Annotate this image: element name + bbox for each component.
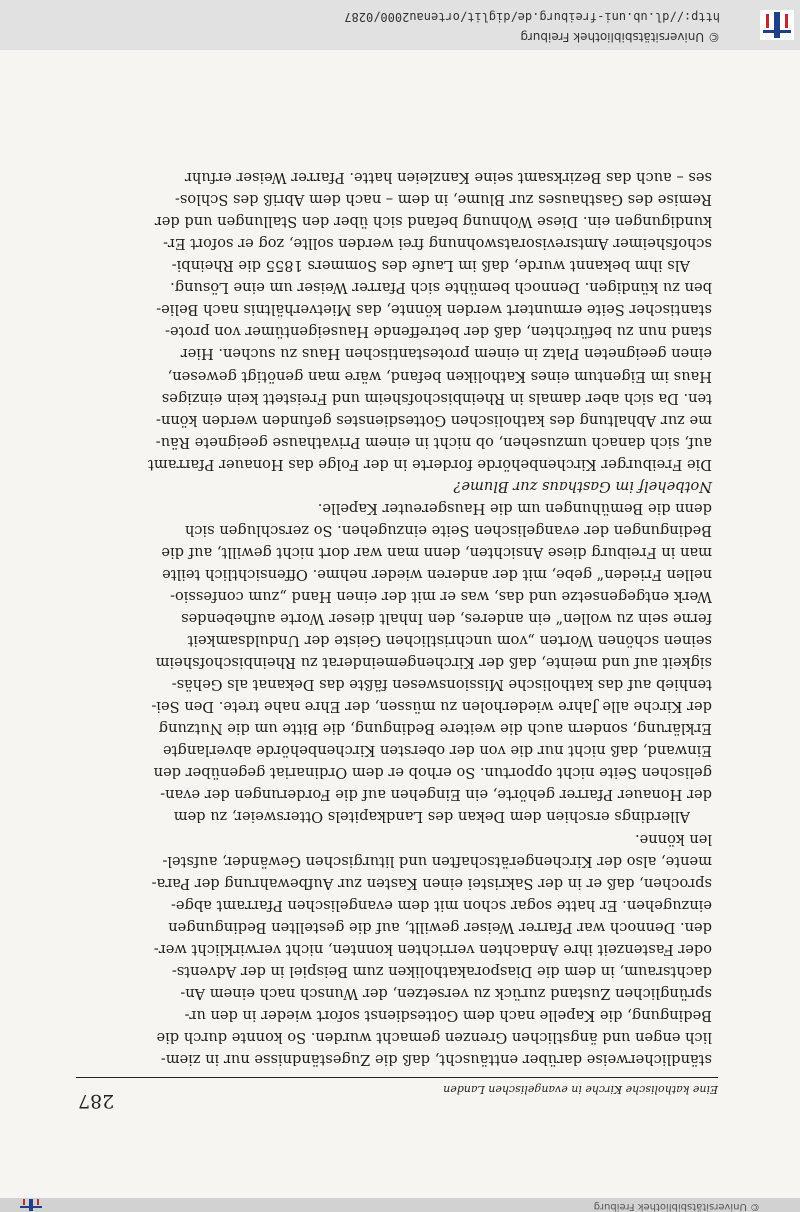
text-line: ferne sein zu wollen“ ein anderes, den Inhalt dieser Worte aufhebendes [181,610,712,628]
library-logo-icon [20,1199,42,1211]
text-line: Bedingung, die Kapelle nach dem Gottesdienst sofort wieder in den ur- [184,1006,712,1024]
page-number: 287 [78,1090,115,1112]
running-head: Eine katholische Kirche in evangelischen Landen [443,1083,718,1096]
text-line: Als ihm bekannt wurde, daß im Laufe des Sommers 1855 die Rheinbi- [171,257,690,275]
text-line: der Kirche alle Jahre wiederholen zu müssen, der Ehre nahe trete. Den Sei- [151,698,712,716]
text-line: ses – auch das Bezirksamt seine Kanzleien hatte. Pfarrer Weiser erfuhr [184,169,712,187]
text-line: schofsheimer Amtsrevisoratswohnung frei werden sollte, zog er sofort Er- [163,235,712,253]
text-line: tenhieb auf das katholische Missionswesen fäßte das Dekanat als Gehäs- [171,676,712,694]
text-line: dachtsraum, in dem die Diasporakatholiken zum Beispiel in der Advents- [171,962,712,980]
top-bar-copyright: © Universitätsbibliothek Freiburg [593,1201,760,1212]
text-line: kundigungen ein. Diese Wohnung befand sich über den Stallungen und der [154,213,712,231]
text-line: ben zu kündigen. Dennoch bemühte sich Pfarrer Weiser um eine Lösung. [170,279,712,297]
text-line: Erklärung, sondern auch die weitere Bedingung, die Bitte um die Nutzung [158,720,712,738]
text-line: einen geeigneten Platz in einem protestantischen Haus zu suchen. Hier [180,345,712,363]
text-line: sigkeit auf und meinte, daß der Kirchengemeinderat zu Rheinbischofsheim [155,654,712,672]
text-line: nellen Frieden“ gebe, mit der anderen wieder nehme. Offensichtlich teilte [162,565,712,583]
university-logo-icon [760,10,794,40]
top-bar [0,1198,800,1212]
text-line: Bedingungen der evangelischen Seite einzugehen. So zerschlugen sich [184,521,712,539]
text-line: Allerdings erschien dem Dekan des Landkapitels Ottersweier, zu dem [173,808,690,826]
text-line: ten. Da sich aber damals in Rheinbischofsheim und Freistett kein einziges [161,389,712,407]
text-line: sprünglichen Zustand zurück zu versetzen, der Wunsch nach einem An- [180,984,712,1002]
text-line: der Honauer Pfarrer gehörte, ein Eingehen auf die Forderungen der evan- [160,786,712,804]
text-line: Die Freiburger Kirchenbehörde forderte in der Folge das Honauer Pfarramt [148,455,712,473]
text-line: ständlicherweise darüber enttäuscht, daß die Zugeständnisse nur in ziem- [160,1051,712,1068]
text-line: denn die Bemühungen um die Hausgereuter Kapelle. [317,499,712,517]
text-line: len könne. [634,830,712,848]
bottom-bar [0,0,800,50]
section-heading: Notbehelf im Gasthaus zur Blume? [453,477,712,495]
copyright-text: © Universitätsbibliothek Freiburg [520,30,720,44]
text-line: auf, sich danach umzusehen, ob nicht in einem Privathause geeignete Räu- [155,433,712,451]
text-line: gelischen Seite nicht opportun. So erhob er dem Ordinariat gegenüber den [153,764,712,782]
permalink-url[interactable]: http://dl.ub.uni-freiburg.de/diglit/ortenau2000/0287 [344,10,720,24]
text-line: me zur Abhaltung des katholischen Gottesdienstes gefunden werden könn- [155,411,712,429]
text-line: Werk entgegensetze und das, was er mit der einen Hand „zum confessio- [170,588,712,606]
document-page [0,50,800,1198]
text-line: Einwand, daß nicht nur die von der obersten Kirchenbehörde abverlangte [162,742,712,760]
header-rule [76,1077,718,1078]
text-line: lich engen und ängstlichen Grenzen gemacht wurden. So konnte durch die [156,1028,712,1046]
text-line: sprochen, daß er in der Sakristei einen Kasten zur Aufbewahrung der Para- [151,874,712,892]
text-line: Haus im Eigentum eines Katholiken befand, wäre man genötigt gewesen, [167,367,712,385]
text-line: oder Fastenzeit ihre Andachten verrichten konnten, nicht verwirklicht wer- [153,940,712,958]
text-line: einzugehen. Er hatte sogar schon mit dem evangelischen Pfarramt abge- [170,896,712,914]
text-line: stantischer Seite ermuntert werden könnte, das Mietverhältnis nach Belie- [156,301,712,319]
text-line: mente, also der Kirchengerätschaften und liturgischen Gewänder, aufstel- [162,852,712,870]
text-line: den. Dennoch war Pfarrer Weiser gewillt, auf die gestellten Bedingungen [168,918,712,936]
text-line: stand nun zu befürchten, daß der betreffende Hauseigentümer von prote- [165,323,712,341]
text-line: man in Freiburg diese Ansichten, denn man war dort nicht gewillt, auf die [161,543,712,561]
text-line: Remise des Gasthauses zur Blume, in dem – nach dem Abriß des Schlos- [174,191,712,209]
text-line: seinen schönen Worten „vom unchristlichen Geiste der Unduldsamkeit [187,632,712,650]
body-text [72,166,712,1070]
